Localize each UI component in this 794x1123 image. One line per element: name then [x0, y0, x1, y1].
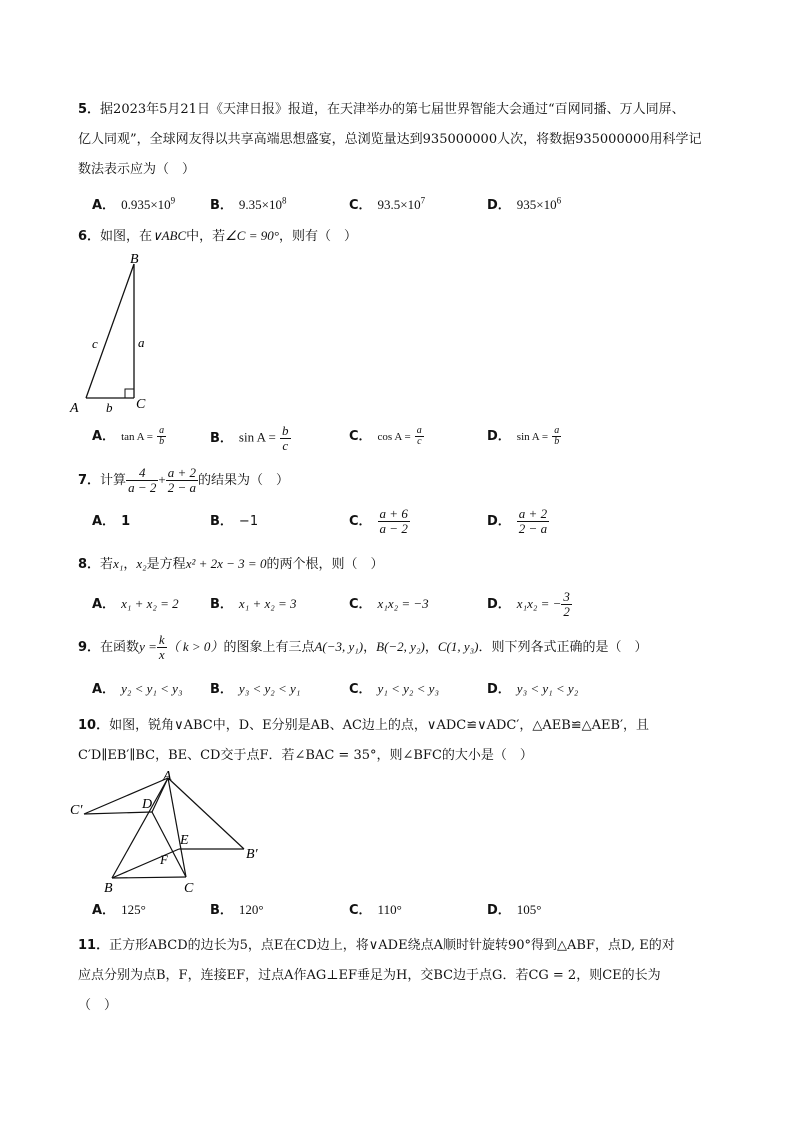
point-label-a: A — [163, 770, 172, 784]
option-a[interactable]: A． x₁ + x₂ = 2 — [92, 596, 179, 612]
point-label-c: C — [184, 881, 194, 896]
option-c[interactable]: C． $\frac{a + 6}{a - 2}$ — [349, 506, 408, 536]
vertex-label-c: C — [136, 397, 146, 412]
vertex-label-a: A — [70, 401, 79, 416]
option-c[interactable]: C． cos A = $\frac{a}{c}$ — [349, 424, 422, 447]
question-6-options — [92, 424, 732, 454]
option-a[interactable]: A． y₂ < y₁ < y₃ — [92, 681, 183, 697]
triangle-figure — [66, 250, 166, 418]
option-b[interactable]: B． x₁ + x₂ = 3 — [210, 596, 297, 612]
option-d[interactable]: D． y₃ < y₁ < y₂ — [487, 681, 579, 697]
option-b[interactable]: B． −1 — [210, 514, 259, 529]
question-8-options — [92, 588, 732, 624]
option-d[interactable]: D． sin A = $\frac{a}{b}$ — [487, 424, 560, 447]
option-b[interactable]: B． $9.35\times 10^8$ — [210, 195, 287, 213]
point-label-b: B — [104, 881, 113, 896]
question-7: 7．计算 $\frac{4}{a - 2}$ + $\frac{a + 2}{2 - a}$ 的结果为（ ） — [78, 465, 289, 495]
option-c[interactable]: C． 110° — [349, 902, 402, 918]
question-11-line-2: 应点分别为点B，F，连接EF，过点A作AG⊥EF垂足为H，交BC边于点G．若CG = 2，则CE的长为 — [78, 968, 661, 983]
option-d[interactable]: D． $935\times 10^6$ — [487, 195, 562, 213]
question-10-line-2: C′D∥EB′∥BC，BE、CD交于点F．若∠BAC = 35°，则∠BFC的大小是（ ） — [78, 748, 533, 763]
option-b[interactable]: B． 120° — [210, 902, 264, 918]
question-5-line-3: 数法表示应为（ ） — [78, 162, 196, 177]
question-10 — [78, 712, 728, 769]
right-angle-mark — [125, 389, 134, 398]
geometry-figure — [66, 770, 276, 896]
question-number: 11． — [78, 938, 110, 953]
option-d[interactable]: D． x₁x₂ = − $\frac{3}{2}$ — [487, 589, 570, 619]
option-b[interactable]: B． y₃ < y₂ < y₁ — [210, 681, 301, 697]
question-5-line-2: 亿人同观”，全球网友得以共享高端思想盛宴，总浏览量达到935000000人次，将数据935000000用科学记 — [78, 132, 702, 147]
question-8: 8．若x₁，x₂是方程x² + 2x − 3 = 0的两个根，则（ ） — [78, 556, 384, 572]
question-5-line-1: 5．据2023年5月21日《天津日报》报道，在天津举办的第七届世界智能大会通过“百网同播、万人同屏、 — [78, 102, 685, 117]
option-b[interactable]: B． sin A = $\frac{b}{c}$ — [210, 423, 289, 453]
question-5-options — [92, 192, 732, 218]
option-d[interactable]: D． 105° — [487, 902, 542, 918]
question-11-line-3: （ ） — [78, 998, 118, 1013]
side-label-a: a — [138, 335, 145, 350]
question-number: 8． — [78, 557, 101, 572]
question-9: 9．在函数y = $\frac{k}{x}$ （ k > 0）的图象上有三点A(−3, y₁)，B(−2, y₂)，C(1, y₃)．则下列各式正确的是（ ） — [78, 632, 648, 662]
side-c — [86, 264, 134, 398]
question-number: 10． — [78, 718, 110, 733]
side-label-c: c — [92, 336, 98, 351]
option-a[interactable]: A． $0.935\times 10^9$ — [92, 195, 176, 213]
option-a[interactable]: A． tan A = $\frac{a}{b}$ — [92, 424, 165, 447]
option-c[interactable]: C． y₁ < y₂ < y₃ — [349, 681, 439, 697]
question-9-options — [92, 676, 732, 702]
point-label-e: E — [180, 833, 189, 848]
option-c[interactable]: C． $93.5\times 10^7$ — [349, 195, 426, 213]
question-number: 6． — [78, 229, 101, 244]
question-number: 9． — [78, 640, 101, 655]
option-a[interactable]: A． 1 — [92, 514, 131, 529]
option-c[interactable]: C． x₁x₂ = −3 — [349, 596, 429, 612]
side-label-b: b — [106, 400, 113, 415]
option-d[interactable]: D． $\frac{a + 2}{2 - a}$ — [487, 506, 548, 536]
question-11-line-1: 11．正方形ABCD的边长为5，点E在CD边上，将∨ADE绕点A顺时针旋转90°得到△ABF，点D, E的对 — [78, 938, 675, 953]
point-label-d: D — [142, 797, 153, 812]
question-number: 7． — [78, 473, 101, 488]
question-6: 6．如图，在∨ABC中，若∠C = 90°，则有（ ） — [78, 228, 357, 244]
question-7-options — [92, 504, 732, 540]
point-label-f: F — [160, 852, 168, 867]
question-11 — [78, 932, 728, 1019]
option-a[interactable]: A． 125° — [92, 902, 146, 918]
question-5 — [78, 96, 728, 183]
point-label-b-prime: B′ — [246, 847, 258, 862]
question-number: 5． — [78, 102, 101, 117]
vertex-label-b: B — [130, 252, 139, 267]
question-10-line-1: 10．如图，锐角∨ABC中，D、E分别是AB、AC边上的点，∨ADC≌∨ADC′，△AEB≌△AEB′，且 — [78, 718, 650, 733]
question-10-options — [92, 897, 732, 923]
point-label-c-prime: C′ — [70, 803, 83, 818]
